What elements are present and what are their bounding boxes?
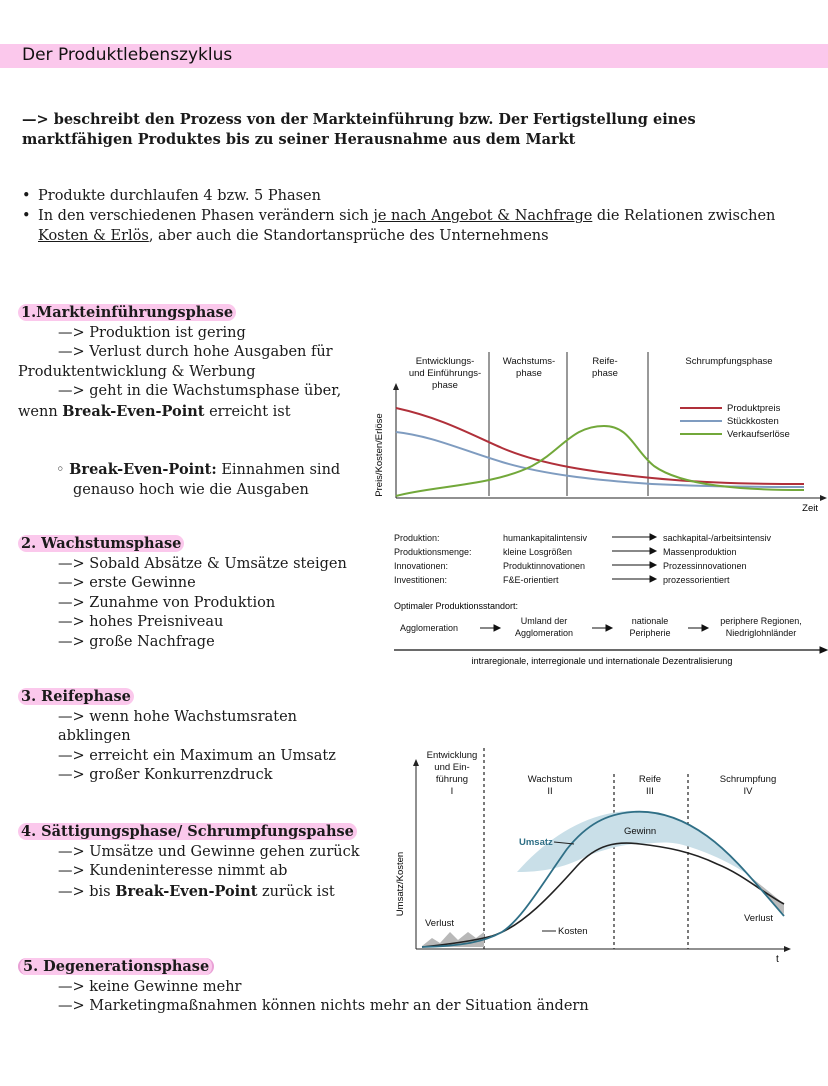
phase-label: phase [516, 368, 542, 379]
phase4-heading: 4. Sättigungsphase/ Schrumpfungspahse [18, 823, 357, 840]
phase-label: Reife- [592, 356, 618, 367]
row-label: Investitionen: [394, 575, 448, 585]
x-axis-label: t [776, 954, 779, 965]
phase1-line: Produktentwicklung & Werbung [18, 363, 256, 380]
verlust-label-right: Verlust [744, 913, 774, 924]
break-even-term: Break-Even-Point [62, 402, 205, 420]
circle-bullet: ◦ [56, 462, 70, 478]
standort-step: Agglomeration [399, 623, 459, 633]
phase3-line: —> großer Konkurrenzdruck [58, 767, 273, 783]
phase-label: I [450, 786, 454, 797]
phase1-line: —> geht in die Wachstumsphase über, [58, 383, 342, 399]
phase2-heading: 2. Wachstumsphase [18, 535, 184, 552]
phase-label: III [646, 786, 654, 797]
phase3-line: —> erreicht ein Maximum an Umsatz [58, 747, 336, 764]
standort-step: nationale [631, 616, 669, 626]
phase-label: phase [432, 380, 458, 391]
phase1-text: wenn [18, 403, 63, 420]
phase-label: phase [592, 368, 618, 379]
phase1-text: erreicht ist [204, 403, 291, 420]
intro-text: —> beschreibt den Prozess von der Markteinführung bzw. Der Fertigstellung eines marktfähigen Produktes bis zu seiner Herausnahme aus dem Markt [22, 111, 696, 148]
phase5-line: —> Marketingmaßnahmen können nichts mehr an der Situation ändern [58, 998, 589, 1014]
bullet-item [22, 206, 802, 246]
y-axis-arrow [413, 759, 419, 766]
row-label: Innovationen: [394, 561, 449, 571]
phase3-heading: 3. Reifephase [18, 688, 134, 705]
break-even-definition: genauso hoch wie die Ausgaben [73, 481, 309, 498]
row-to: Prozessinnovationen [663, 561, 747, 571]
row-from: F&E-orientiert [503, 575, 559, 585]
phase-label: und Ein- [434, 762, 470, 773]
phase2-line: —> erste Gewinne [58, 575, 196, 591]
y-axis-label: Umsatz/Kosten [395, 851, 406, 917]
phase-label: führung [435, 774, 469, 785]
bullet-item [22, 186, 802, 206]
row-to: Massenproduktion [663, 547, 737, 557]
phase1-line: —> Verlust durch hohe Ausgaben für [58, 344, 333, 360]
phase2-line: —> Zunahme von Produktion [58, 594, 276, 611]
phase2-line: —> hohes Preisniveau [58, 614, 224, 630]
phase5-heading: 5. Degenerationsphase [18, 958, 214, 975]
gewinn-label: Gewinn [624, 826, 657, 837]
break-even-term: Break-Even-Point [115, 882, 258, 900]
page-title: Der Produktlebenszyklus [22, 45, 233, 65]
phase4-line: —> Kundeninteresse nimmt ab [58, 863, 288, 879]
standort-title: Optimaler Produktionsstandort: [394, 601, 519, 611]
legend-label: Stückkosten [727, 416, 779, 427]
phase-label: II [547, 786, 553, 797]
phase1-line: —> Produktion ist gering [58, 324, 246, 341]
kosten-label: Kosten [558, 926, 588, 937]
x-axis-arrow [784, 946, 791, 952]
row-label: Produktion: [394, 533, 440, 543]
phase-label: Wachstums- [502, 356, 556, 367]
legend-label: Produktpreis [727, 403, 781, 414]
phase-label: IV [743, 786, 753, 797]
phase-label: Reife [638, 774, 662, 785]
row-from: Produktinnovationen [503, 561, 586, 571]
phase3-line: abklingen [58, 728, 131, 744]
phase-label: Entwicklung [426, 750, 478, 761]
standort-step: periphere Regionen, [720, 616, 802, 626]
underlined-text: Kosten & Erlös [38, 228, 149, 244]
standort-step: Umland der [520, 616, 568, 626]
phase5-line: —> keine Gewinne mehr [58, 978, 242, 995]
x-axis-label: Zeit [802, 503, 818, 514]
y-axis-label: Preis/Kosten/Erlöse [374, 413, 385, 497]
phase3-section [18, 687, 358, 786]
stueckkosten-line [396, 432, 804, 487]
phase-label: Schrumpfungsphase [685, 356, 773, 367]
underlined-text: je nach Angebot & Nachfrage [373, 208, 593, 224]
phase-label: Entwicklungs- [415, 356, 475, 367]
break-even-definition: Einnahmen sind [216, 462, 341, 478]
row-to: sachkapital-/arbeitsintensiv [663, 533, 772, 543]
bullet-text: Produkte durchlaufen 4 bzw. 5 Phasen [38, 188, 321, 204]
umsatz-kosten-diagram [392, 744, 812, 966]
standort-step: Niedriglohnländer [725, 628, 797, 638]
phase4-line: —> Umsätze und Gewinne gehen zurück [58, 843, 360, 860]
bullet-text: , aber auch die Standortansprüche des Unternehmens [148, 228, 549, 244]
phase3-line: —> wenn hohe Wachstumsraten [58, 708, 298, 725]
break-even-definition-term: Break-Even-Point: [69, 461, 217, 478]
bullet-list [22, 186, 802, 246]
bullet-text: die Relationen zwischen [592, 208, 776, 224]
phase2-section [18, 534, 358, 652]
row-label: Produktionsmenge: [394, 547, 472, 557]
standort-step: Agglomeration [514, 628, 574, 638]
phase-label: Schrumpfung [719, 774, 777, 785]
verlust-label-left: Verlust [425, 918, 455, 929]
x-axis-arrow [820, 495, 827, 501]
product-lifecycle-cost-diagram [372, 350, 828, 670]
phase4-section [18, 822, 398, 902]
row-from: humankapitalintensiv [503, 533, 588, 543]
row-to: prozessorientiert [663, 575, 730, 585]
phase1-section [18, 303, 358, 500]
row-from: kleine Losgrößen [503, 547, 573, 557]
phase1-heading: 1.Markteinführungsphase [18, 304, 236, 321]
phase4-text: zurück ist [257, 883, 335, 900]
dezentralisierung-label: intraregionale, interregionale und internationale Dezentralisierung [471, 656, 733, 666]
bullet-text: In den verschiedenen Phasen verändern sich [38, 208, 374, 224]
y-axis-arrow [393, 383, 399, 390]
phase-label: und Einführungs- [408, 368, 482, 379]
phase-label: Wachstum [527, 774, 573, 785]
umsatz-label: Umsatz [519, 837, 553, 848]
phase4-text: —> bis [58, 883, 116, 900]
legend-label: Verkaufserlöse [727, 429, 790, 440]
phase2-line: —> große Nachfrage [58, 633, 215, 650]
phase2-line: —> Sobald Absätze & Umsätze steigen [58, 555, 347, 572]
standort-step: Peripherie [629, 628, 671, 638]
